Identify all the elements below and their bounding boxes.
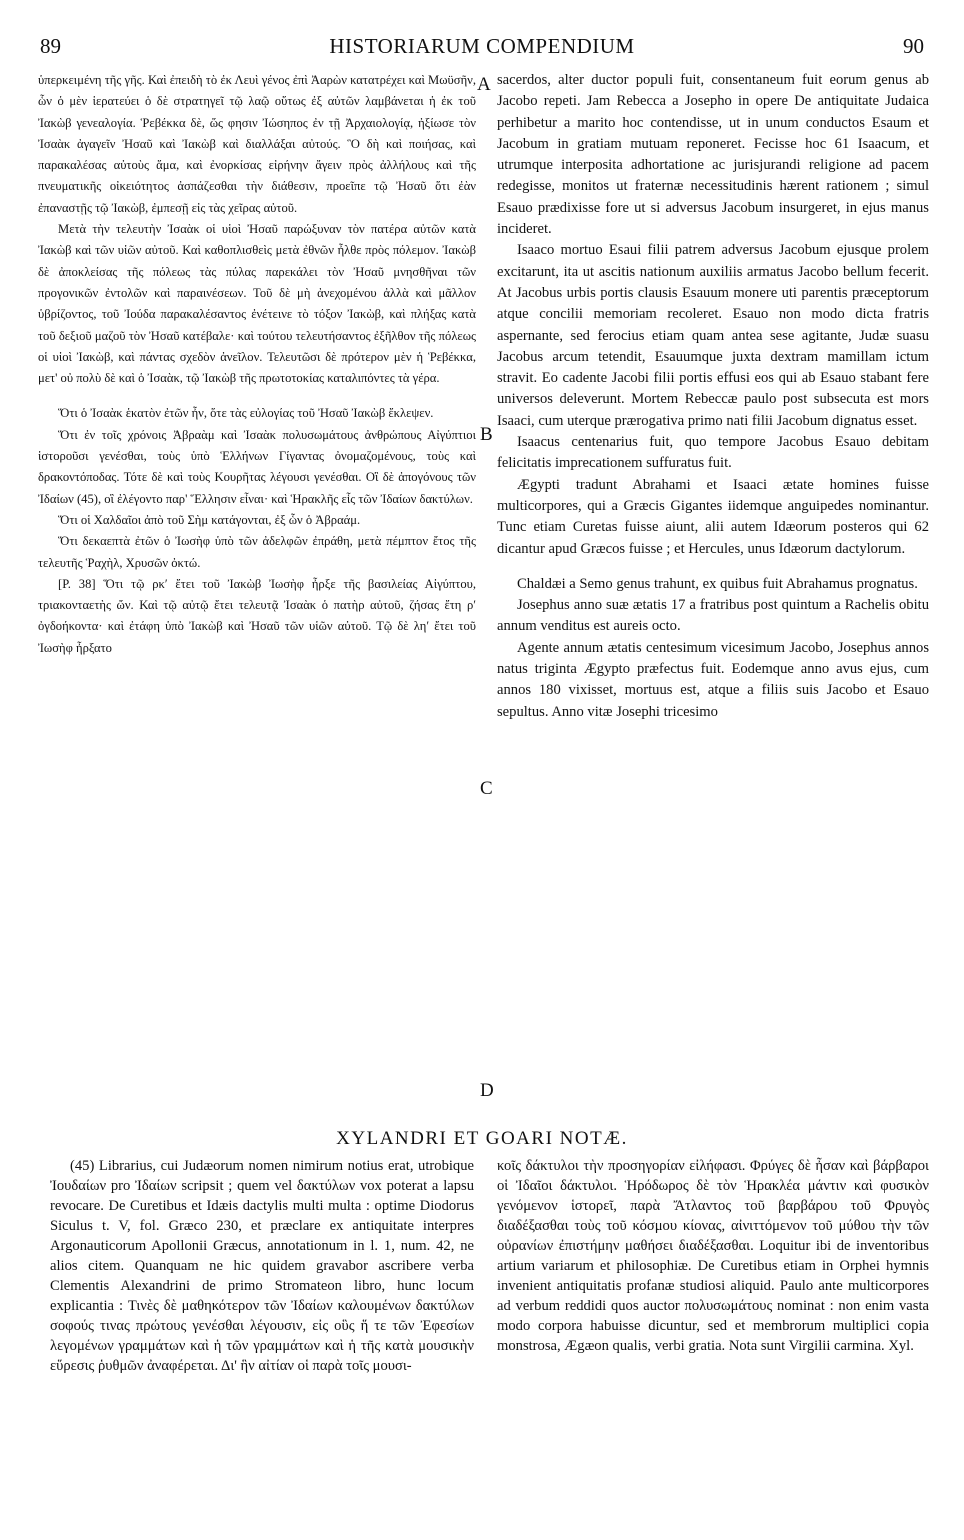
margin-letter-b: B [480, 424, 493, 445]
latin-paragraph: Agente annum ætatis centesimum vicesimum Jacobo, Josephus annos natus triginta Ægypto præfectus fuit. Eodemque anno avus ejus, cum annos 180 vixisset, mortuus est, atque a filiis suis Jacobo et Esauo sepultus. Anno vitæ Josephi tricesimo [497, 639, 929, 720]
margin-letter-d: D [480, 1080, 494, 1101]
margin-letter-c: C [480, 778, 493, 799]
greek-column [38, 70, 476, 659]
notes-left-column [50, 1156, 474, 1376]
note-paragraph: (45) Librarius, cui Judæorum nomen nimirum notius erat, utrobique Ἰουδαίων pro Ἰδαίων scripsit ; quem vel δακτύλων vox poterat a lapsu revocare. De Curetibus et Idæis dactylis multi multa : optime Diodorus Siculus t. V, fol. Græco 230, et præclare ex antiquitate interpres Argonauticorum Apollonii Græcus, annotationum in l. 1, num. 42, ne alios citem. Quanquam ne hic quidem gravabor ascribere verba Clementis Alexandrini de primo Stromateon libro, hunc locum explicantia : Τινὲς δὲ μαθηκότερον τῶν Ἰδαίων καλουμένων δακτύλων σοφούς τινας πρώτους γενέσθαι λέγουσιν, εἰς οὓς ἥ τε τῶν Ἐφεσίων λεγομένων γραμμάτων καὶ ἡ τῶν γραμμάτων καὶ ἡ τῆς κατὰ μουσικὴν εὕρεσις ῥυθμῶν ἀναφέρεται. Δι' ἣν αἰτίαν οἱ παρὰ τοῖς μουσι- [50, 1158, 474, 1374]
latin-paragraph: Chaldæi a Semo genus trahunt, ex quibus fuit Abrahamus prognatus. [517, 575, 918, 592]
greek-paragraph: [P. 38] Ὅτι τῷ ρκʹ ἔτει τοῦ Ἰακὼβ Ἰωσὴφ ἦρξε τῆς βασιλείας Αἰγύπτου, τριακονταετὴς ὤν. Καὶ τῷ αὐτῷ ἔτει τελευτᾷ Ἰσαὰκ ὁ πατὴρ αὐτοῦ, ζήσας ἔτη ρʹ ὀγδοήκοντα· καὶ ἐτάφη ὑπὸ Ἰακὼβ καὶ Ἠσαῦ τῶν υἱῶν αὐτοῦ. Τῷ δὲ ληʹ ἔτει τοῦ Ἰωσὴφ ἦρξατο [38, 576, 476, 655]
page-number-left: 89 [40, 34, 61, 58]
greek-paragraph: Ὅτι οἱ Χαλδαῖοι ἀπὸ τοῦ Σὴμ κατάγονται, ἐξ ὧν ὁ Ἀβραάμ. [58, 512, 361, 527]
latin-column [497, 70, 929, 723]
greek-paragraph: Ὅτι ὁ Ἰσαὰκ ἑκατὸν ἐτῶν ἦν, ὅτε τὰς εὐλογίας τοῦ Ἠσαῦ Ἰακὼβ ἔκλεψεν. [58, 406, 434, 421]
latin-paragraph: Isaacus centenarius fuit, quo tempore Jacobus Esauo debitam felicitatis imprecationem suffuratus fuit. [497, 434, 929, 472]
greek-paragraph: Ὅτι ἐν τοῖς χρόνοις Ἀβραὰμ καὶ Ἰσαὰκ πολυσωμάτους ἀνθρώπους Αἰγύπτιοι ἱστοροῦσι γενέσθαι, τοὺς ὑπὸ Ἑλλήνων Γίγαντας ὀνομαζομένους, τοὺς καὶ δρακοντόποδας. Τότε δὲ καὶ τοὺς Κουρῆτας λέγουσι γενέσθαι. Οἳ δὲ ἀπογόνους τῶν Ἰδαίων (45), οἳ ἐλέγοντο παρ' Ἕλλησιν εἶναι· καὶ Ἡρακλῆς εἷς τῶν Ἰδαίων δακτύλων. [38, 427, 476, 506]
greek-paragraph: ὑπερκειμένη τῆς γῆς. Καὶ ἐπειδὴ τὸ ἐκ Λευὶ γένος ἐπὶ Ἀαρὼν κατατρέχει καὶ Μωϋσῆν, ὧν ὁ μὲν ἱερατεύει ὁ δὲ στρατηγεῖ τῷ λαῷ οὕτως ἐξ αὐτῶν λαμβάνεται ἡ ἐκ τοῦ Ἰακὼβ γενεαλογία. Ῥεβέκκα δὲ, ὥς φησιν Ἰώσηπος ἐν τῇ Ἀρχαιολογίᾳ, ἠξίωσε τὸν Ἰσαὰκ ἀγαγεῖν Ἠσαῦ καὶ Ἰακὼβ καὶ διαλλάξαι αὐτούς. Ὃ δὴ καὶ ποιήσας, καὶ παρακαλέσας αὐτοὺς ἅμα, καὶ ἐνορκίσας εἰρήνην ἄγειν πρὸς ἀλλήλους καὶ τῆς πνευματικῆς οἰκειότητος ἀσπάζεσθαι τὴν διάθεσιν, προεῖπε τῷ Ἠσαῦ ὅτι ἐὰν ἐπαναστῇς τῷ Ἰακὼβ, ἐμπεσῇ εἰς τὰς χεῖρας αὐτοῦ. [38, 73, 476, 215]
note-paragraph: κοῖς δάκτυλοι τὴν προσηγορίαν εἰλήφασι. Φρύγες δὲ ἦσαν καὶ βάρβαροι οἱ Ἰδαῖοι δάκτυλοι. Ἡρόδωρος δὲ τὸν Ἡρακλέα μάντιν καὶ φυσικὸν γενόμενον ἱστορεῖ, παρὰ Ἄτλαντος τοῦ βαρβάρου τοῦ Φρυγὸς διαδέξασθαι τοὺς τοῦ κόσμου κίονας, αἰνιττόμενον τοῦ μύθου τὴν τῶν οὐρανίων ἐπιστήμην μαθήσει διαδέξασθαι. Loquitur ibi de inventoribus artium variarum et philosophiæ. De Curetibus etiam in Orphei hymnis invenient antiquitatis profanæ studiosi aliquid. Paulo ante multicorpores ad verbum reddidi quos auctor πολυσωμάτους nominat : non enim vasta modo corpora habuisse dicuntur, sed et membrorum multiplici copia monstrosa, Ægæon qualis, verbi gratia. Nota sunt Virgilii carmina. Xyl. [497, 1158, 929, 1354]
margin-letter-a: A [477, 74, 491, 95]
notes-right-column [497, 1156, 929, 1356]
latin-paragraph: Ægypti tradunt Abrahami et Isaaci ætate homines fuisse multicorpores, qui a Græcis Gigantes iidemque anguipedes nominantur. Tunc etiam Curetas fuisse aiunt, alii autem Idæorum posteros qui 62 dicantur apud Græcos fuisse ; et Hercules, unus Idæorum dactylorum. [497, 476, 929, 557]
latin-paragraph: Isaaco mortuo Esaui filii patrem adversus Jacobum ejusque prolem excitarunt, ita ut ascitis nationum auxiliis armatus Jacobo bellum fecerit. At Jacobus urbis portis clausis Esauum monere uti parentis præceptorum atque concilii memoriam recoleret. Esauo non modo dicta fratris aspernante, sed ferocius etiam quam antea sese agitante, Judæ suasu Jacobus arcum tetendit, Esauumque juxta dextram mamillam ictum stravit. Eo cadente Jacobi filii portis effusi eos qui ab Esauo stabant fere universos deleverunt. Mortem Rebeccæ paulo post subsecuta est mors Isaaci, cum uterque prærogativa primo nati filii Jacobum dignatus esset. [497, 242, 929, 429]
page-number-right: 90 [903, 34, 924, 58]
greek-paragraph: Μετὰ τὴν τελευτὴν Ἰσαὰκ οἱ υἱοὶ Ἠσαῦ παρώξυναν τὸν πατέρα αὐτῶν κατὰ Ἰακὼβ καὶ τῶν υἱῶν αὐτοῦ. Καὶ καθοπλισθεὶς μετὰ ἐθνῶν ἦλθε πρὸς πόλεμον. Ἰακὼβ δὲ ἀποκλείσας τῆς πόλεως τὰς πύλας παρεκάλει τὸν Ἠσαῦ μνησθῆναι τῶν προγονικῶν ἐντολῶν καὶ παραινέσεων. Τοῦ δὲ μὴ ἀνεχομένου ἀλλὰ καὶ μᾶλλον ὑβρίζοντος, τοῦ Ἰούδα παρακαλέσαντος ἐνέτεινε τὸ τόξον Ἰακὼβ, καὶ πλήξας κατὰ τοῦ δεξιοῦ μαζοῦ τὸν Ἠσαῦ κατέβαλε· καὶ τούτου τελευτήσαντος ἐξῆλθον τῆς πόλεως οἱ υἱοὶ Ἰακὼβ, καὶ πάντας σχεδὸν ἀνεῖλον. Τελευτῶσι δὲ πρότερον μὲν ἡ Ῥεβέκκα, μετ' οὐ πολὺ δὲ καὶ ὁ Ἰσαὰκ, τῷ Ἰακὼβ τῆς πρωτοτοκίας καταλιπόντες τὰ γέρα. [38, 222, 476, 386]
latin-paragraph: Josephus anno suæ ætatis 17 a fratribus post quintum a Rachelis obitu annum venditus est aureis octo. [497, 597, 929, 635]
notes-heading: XYLANDRI ET GOARI NOTÆ. [336, 1128, 628, 1149]
page-header [40, 34, 924, 62]
greek-paragraph: Ὅτι δεκαεπτὰ ἐτῶν ὁ Ἰωσὴφ ὑπὸ τῶν ἀδελφῶν ἐπράθη, μετὰ πέμπτον ἔτος τῆς τελευτῆς Ῥαχὴλ, Χρυσῶν ὀκτώ. [38, 534, 476, 570]
latin-paragraph: sacerdos, alter ductor populi fuit, consentaneum fuit eorum genus ab Jacobo repeti. Jam Rebecca a Josepho in opere De antiquitate Judaica perhibetur a marito hoc contendisse, ut in unum conductos Esaum et Jacobum in gratiam mutuam reponeret. Fecisse hoc 61 Isaacum, et utrumque interposita adhortatione ac jurisjurandi religione ad pacem redegisse, monitos ut fraternæ necessitudinis hærent rationem ; simul Esauo prædixisse fore ut si adversus Jacobum insurgeret, in ejus manus incideret. [497, 72, 929, 238]
running-title: HISTORIARUM COMPENDIUM [329, 34, 635, 58]
